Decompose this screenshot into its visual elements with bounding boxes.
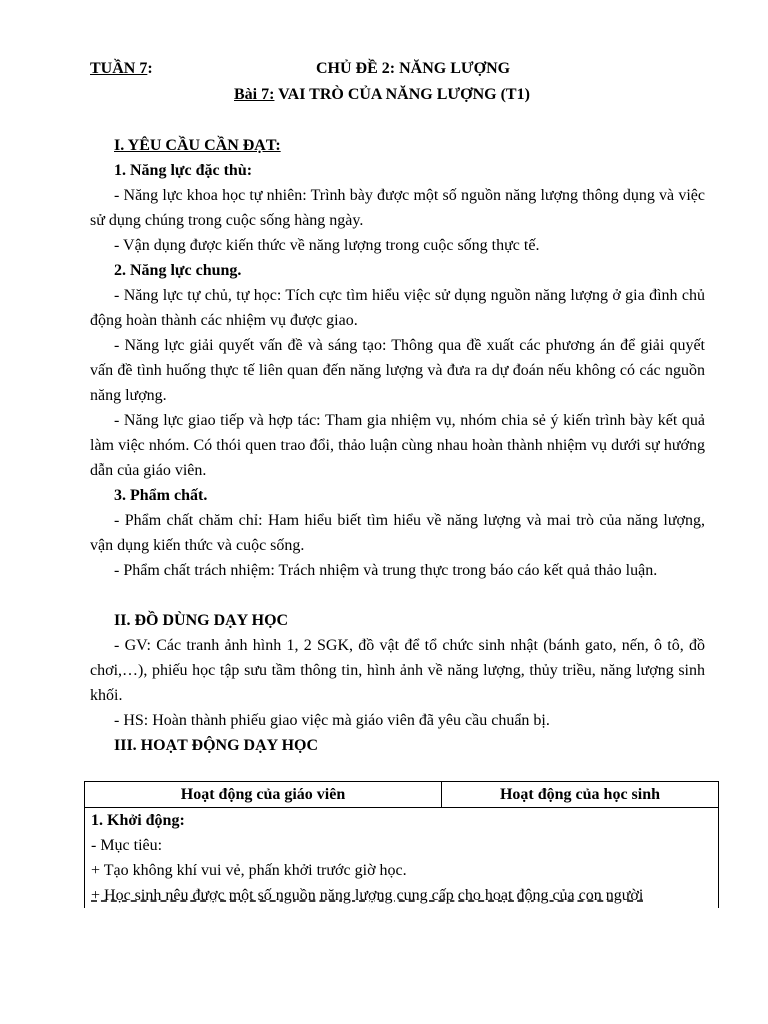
subsection-1-2: 2. Năng lực chung. bbox=[114, 262, 242, 279]
paragraph: - GV: Các tranh ảnh hình 1, 2 SGK, đồ vật để tổ chức sinh nhật (bánh gato, nến, ô tô, đồ chơi,…), phiếu học tập sưu tầm thông tin, hình ảnh về năng lượng, thủy triều, năng lượng sinh khối. bbox=[90, 637, 705, 704]
paragraph: - Phẩm chất trách nhiệm: Trách nhiệm và trung thực trong báo cáo kết quả thảo luận. bbox=[114, 562, 658, 579]
lesson-name: VAI TRÒ CỦA NĂNG LƯỢNG (T1) bbox=[274, 86, 530, 103]
row-line: + Tạo không khí vui vẻ, phấn khởi trước giờ học. bbox=[91, 862, 407, 879]
paragraph: - Vận dụng được kiến thức về năng lượng trong cuộc sống thực tế. bbox=[114, 237, 540, 254]
row-line: + Học sinh nêu được một số nguồn năng lượng cung cấp cho hoạt động của con người bbox=[91, 887, 644, 904]
week-text: TUẦN 7 bbox=[90, 60, 148, 77]
paragraph: - Năng lực giải quyết vấn đề và sáng tạo: Thông qua đề xuất các phương án để giải quyết vấn đề tình huống thực tế liên quan đến năng lượng và đưa ra dự đoán nếu không có các nguồn năng lượng. bbox=[90, 337, 705, 404]
paragraph: - Năng lực khoa học tự nhiên: Trình bày được một số nguồn năng lượng thông dụng và việc sử dụng chúng trong cuộc sống hàng ngày. bbox=[90, 187, 705, 229]
section-2-title: II. ĐỒ DÙNG DẠY HỌC bbox=[114, 612, 289, 629]
table-header-teacher: Hoạt động của giáo viên bbox=[85, 782, 442, 807]
subsection-1-1: 1. Năng lực đặc thù: bbox=[114, 162, 253, 179]
paragraph: - Năng lực tự chủ, tự học: Tích cực tìm hiểu việc sử dụng nguồn năng lượng ở gia đình chủ động hoàn thành các nhiệm vụ được giao. bbox=[90, 287, 705, 329]
row-line: - Mục tiêu: bbox=[91, 837, 163, 854]
row-title: 1. Khởi động: bbox=[91, 812, 185, 829]
table-header-student: Hoạt động của học sinh bbox=[499, 786, 661, 803]
table-header-row bbox=[85, 782, 718, 808]
paragraph: - Năng lực giao tiếp và hợp tác: Tham gia nhiệm vụ, nhóm chia sẻ ý kiến trình bày kết quả làm việc nhóm. Có thói quen trao đổi, thảo luận cùng nhau hoàn thành nhiệm vụ dưới sự hướng dẫn của giáo viên. bbox=[90, 412, 705, 479]
lesson-title bbox=[234, 85, 530, 105]
subsection-1-3: 3. Phẩm chất. bbox=[114, 487, 208, 504]
paragraph: - HS: Hoàn thành phiếu giao việc mà giáo viên đã yêu cầu chuẩn bị. bbox=[114, 712, 550, 729]
section-3-title: III. HOẠT ĐỘNG DẠY HỌC bbox=[114, 737, 319, 754]
paragraph: - Phẩm chất chăm chỉ: Ham hiểu biết tìm hiểu về năng lượng và mai trò của năng lượng, vận dụng kiến thức và cuộc sống. bbox=[90, 512, 705, 554]
table-row bbox=[85, 808, 718, 908]
lesson-prefix: Bài 7: bbox=[234, 86, 275, 103]
week-label bbox=[90, 59, 153, 79]
activities-table bbox=[84, 781, 719, 908]
week-colon: : bbox=[147, 60, 153, 77]
section-1-title: I. YÊU CẦU CẦN ĐẠT: bbox=[114, 137, 281, 154]
topic-title: CHỦ ĐỀ 2: NĂNG LƯỢNG bbox=[316, 60, 511, 77]
